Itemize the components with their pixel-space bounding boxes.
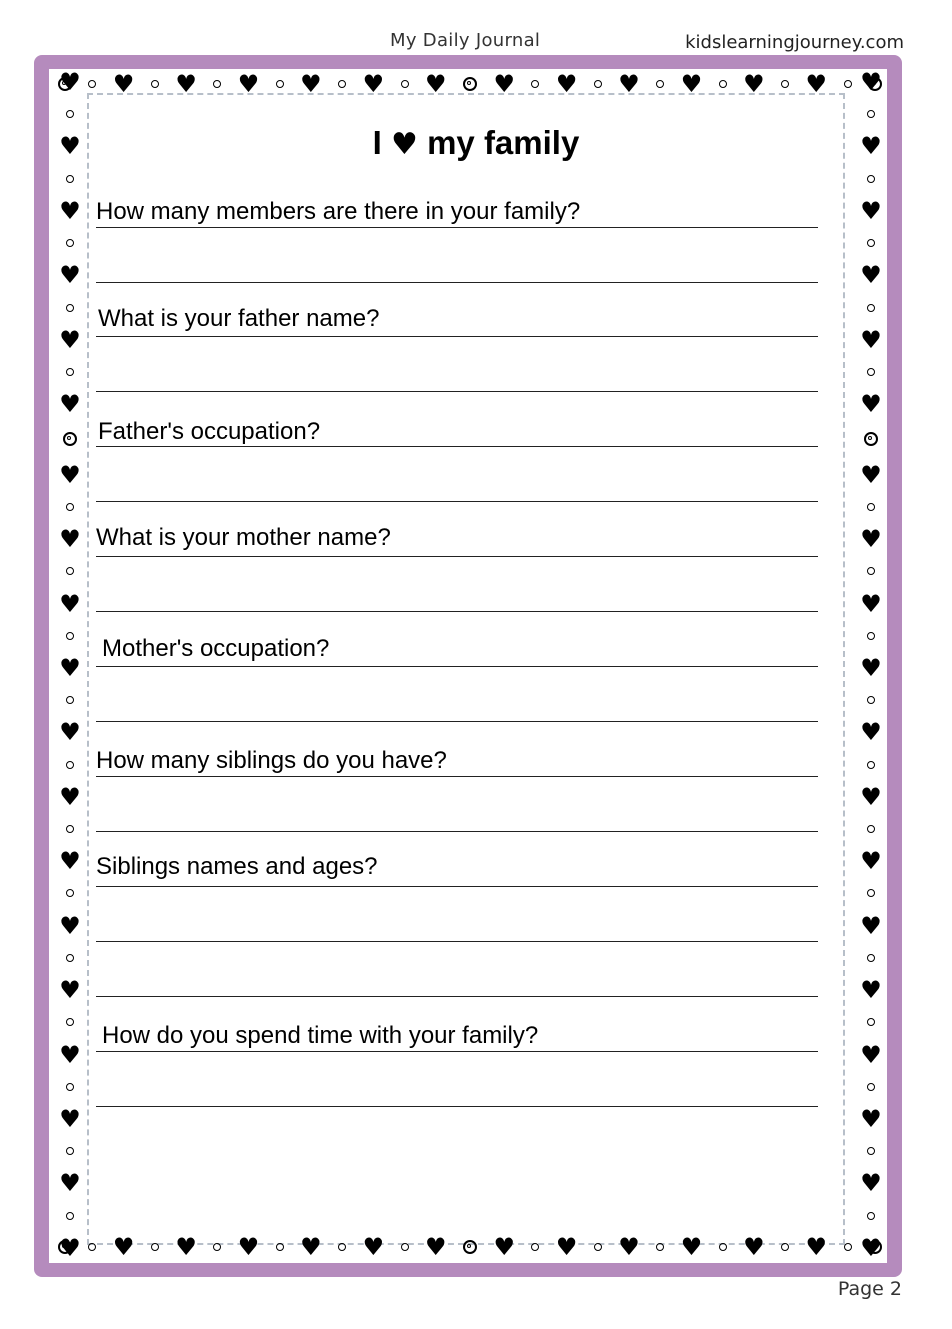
- dot-icon: [867, 1147, 875, 1155]
- heart-icon: ♥: [59, 653, 81, 682]
- dot-icon: [867, 889, 875, 897]
- dot-icon: [531, 80, 539, 88]
- heart-icon: ♥: [805, 70, 828, 98]
- heart-icon: ♥: [237, 1233, 260, 1261]
- dot-icon: [867, 239, 875, 247]
- heart-icon: ♥: [860, 1169, 882, 1198]
- heart-icon: ♥: [59, 718, 81, 747]
- dot-icon: [594, 1243, 602, 1251]
- heart-icon: ♥: [59, 1040, 81, 1069]
- answer-line[interactable]: [96, 611, 818, 612]
- heart-icon: ♥: [860, 911, 882, 940]
- answer-line[interactable]: [96, 831, 818, 832]
- heart-icon: ♥: [860, 718, 882, 747]
- heart-icon: ♥: [860, 325, 882, 354]
- dot-icon: [867, 632, 875, 640]
- heart-icon: ♥: [59, 1233, 81, 1262]
- heart-icon: ♥: [362, 70, 385, 98]
- heart-icon: ♥: [112, 1233, 135, 1261]
- dot-icon: [844, 80, 852, 88]
- heart-icon: ♥: [175, 70, 197, 98]
- heart-icon: ♥: [493, 1233, 515, 1261]
- dot-icon: [66, 503, 74, 511]
- ring-icon: [463, 77, 477, 91]
- heart-icon: ♥: [680, 70, 703, 98]
- question-members: How many members are there in your family?: [96, 198, 581, 225]
- heart-icon: ♥: [618, 1233, 640, 1261]
- answer-line[interactable]: [96, 886, 818, 887]
- heart-icon: ♥: [300, 1233, 322, 1261]
- heart-icon: ♥: [59, 1105, 81, 1133]
- dot-icon: [867, 110, 875, 118]
- heading-suffix: my family: [427, 124, 580, 161]
- dot-icon: [66, 825, 74, 833]
- dot-icon: [867, 696, 875, 704]
- website-label: kidslearningjourney.com: [685, 32, 904, 53]
- dot-icon: [656, 1243, 664, 1251]
- dashed-border: [87, 93, 845, 1245]
- heart-icon: ♥: [860, 132, 882, 161]
- heart-icon: ♥: [425, 1233, 447, 1261]
- answer-line[interactable]: [96, 1051, 818, 1052]
- dot-icon: [66, 1147, 74, 1155]
- dot-icon: [867, 1083, 875, 1091]
- answer-line[interactable]: [96, 996, 818, 997]
- page-heading: [0, 124, 952, 162]
- heart-icon: ♥: [59, 261, 81, 290]
- heart-icon: ♥: [175, 1233, 197, 1261]
- dot-icon: [66, 632, 74, 640]
- answer-line[interactable]: [96, 721, 818, 722]
- heart-icon: ♥: [362, 1233, 385, 1261]
- answer-line[interactable]: [96, 941, 818, 942]
- heart-icon: ♥: [59, 976, 81, 1005]
- dot-icon: [338, 1243, 346, 1251]
- dot-icon: [719, 1243, 727, 1251]
- dot-icon: [867, 503, 875, 511]
- dot-icon: [66, 304, 74, 312]
- dot-icon: [66, 1018, 74, 1026]
- dot-icon: [66, 1212, 74, 1220]
- border-decoration-right: [858, 70, 884, 1260]
- heart-icon: ♥: [300, 70, 322, 98]
- heart-icon: ♥: [555, 70, 578, 98]
- heart-icon: ♥: [59, 132, 81, 161]
- heart-icon: ♥: [860, 1040, 882, 1069]
- question-father-occupation: Father's occupation?: [98, 418, 321, 445]
- dot-icon: [66, 110, 74, 118]
- dot-icon: [88, 80, 96, 88]
- dot-icon: [867, 368, 875, 376]
- heart-icon: ♥: [860, 782, 882, 811]
- dot-icon: [781, 1243, 789, 1251]
- dot-icon: [66, 239, 74, 247]
- heart-icon: ♥: [860, 460, 882, 489]
- dot-icon: [531, 1243, 539, 1251]
- heart-icon: ♥: [112, 70, 135, 98]
- heart-icon: ♥: [59, 782, 81, 811]
- heart-icon: ♥: [59, 390, 81, 419]
- answer-line[interactable]: [96, 1106, 818, 1107]
- dot-icon: [276, 1243, 284, 1251]
- ring-icon: [864, 432, 878, 446]
- dot-icon: [66, 889, 74, 897]
- border-decoration-left: [57, 70, 83, 1260]
- answer-line[interactable]: [96, 446, 818, 447]
- question-family-time: How do you spend time with your family?: [102, 1022, 539, 1049]
- answer-line[interactable]: [96, 556, 818, 557]
- ring-icon: [63, 432, 77, 446]
- answer-line[interactable]: [96, 336, 818, 337]
- dot-icon: [151, 80, 159, 88]
- question-siblings-count: How many siblings do you have?: [96, 747, 447, 774]
- heart-icon: ♥: [237, 70, 260, 98]
- dot-icon: [867, 761, 875, 769]
- dot-icon: [867, 1212, 875, 1220]
- heart-icon: ♥: [860, 1233, 882, 1262]
- dot-icon: [719, 80, 727, 88]
- border-decoration-bottom: [58, 1233, 882, 1262]
- dot-icon: [656, 80, 664, 88]
- heart-icon: ♥: [860, 589, 882, 618]
- heart-icon: ♥: [860, 1105, 882, 1133]
- dot-icon: [151, 1243, 159, 1251]
- heart-icon: ♥: [391, 127, 418, 162]
- answer-line[interactable]: [96, 227, 818, 228]
- heart-icon: ♥: [680, 1233, 703, 1261]
- question-mother-name: What is your mother name?: [96, 524, 391, 551]
- heart-icon: ♥: [860, 261, 882, 290]
- heart-icon: ♥: [59, 68, 81, 96]
- heart-icon: ♥: [860, 653, 882, 682]
- dot-icon: [867, 1018, 875, 1026]
- answer-line[interactable]: [96, 666, 818, 667]
- dot-icon: [213, 80, 221, 88]
- heart-icon: ♥: [860, 525, 882, 554]
- heart-icon: ♥: [860, 976, 882, 1005]
- dot-icon: [867, 825, 875, 833]
- heart-icon: ♥: [59, 460, 81, 489]
- dot-icon: [867, 567, 875, 575]
- heart-icon: ♥: [743, 1233, 765, 1261]
- dot-icon: [88, 1243, 96, 1251]
- heart-icon: ♥: [860, 847, 882, 876]
- dot-icon: [867, 175, 875, 183]
- dot-icon: [338, 80, 346, 88]
- heart-icon: ♥: [860, 390, 882, 419]
- dot-icon: [66, 368, 74, 376]
- heart-icon: ♥: [860, 68, 882, 96]
- border-decoration-top: [58, 68, 882, 98]
- journal-title: My Daily Journal: [390, 30, 541, 51]
- ring-icon: [463, 1240, 477, 1254]
- heart-icon: ♥: [59, 196, 81, 225]
- dot-icon: [213, 1243, 221, 1251]
- dot-icon: [401, 80, 409, 88]
- question-father-name: What is your father name?: [98, 305, 380, 332]
- heart-icon: ♥: [59, 325, 81, 354]
- answer-line[interactable]: [96, 776, 818, 777]
- heart-icon: ♥: [425, 70, 447, 98]
- heart-icon: ♥: [493, 70, 515, 98]
- dot-icon: [66, 175, 74, 183]
- heart-icon: ♥: [59, 847, 81, 876]
- dot-icon: [276, 80, 284, 88]
- dot-icon: [781, 80, 789, 88]
- answer-line[interactable]: [96, 391, 818, 392]
- dot-icon: [844, 1243, 852, 1251]
- dot-icon: [867, 954, 875, 962]
- dot-icon: [401, 1243, 409, 1251]
- answer-line[interactable]: [96, 282, 818, 283]
- heart-icon: ♥: [555, 1233, 578, 1261]
- answer-line[interactable]: [96, 501, 818, 502]
- heart-icon: ♥: [618, 70, 640, 98]
- question-siblings-names: Siblings names and ages?: [96, 853, 378, 880]
- heart-icon: ♥: [59, 525, 81, 554]
- dot-icon: [66, 567, 74, 575]
- dot-icon: [594, 80, 602, 88]
- heading-prefix: I: [372, 124, 382, 161]
- heart-icon: ♥: [59, 589, 81, 618]
- dot-icon: [867, 304, 875, 312]
- page-number: Page 2: [837, 1278, 902, 1300]
- heart-icon: ♥: [59, 1169, 81, 1198]
- heart-icon: ♥: [805, 1233, 828, 1261]
- dot-icon: [66, 1083, 74, 1091]
- dot-icon: [66, 761, 74, 769]
- dot-icon: [66, 954, 74, 962]
- dot-icon: [66, 696, 74, 704]
- question-mother-occupation: Mother's occupation?: [102, 635, 330, 662]
- heart-icon: ♥: [59, 911, 81, 940]
- heart-icon: ♥: [860, 196, 882, 225]
- heart-icon: ♥: [743, 70, 765, 98]
